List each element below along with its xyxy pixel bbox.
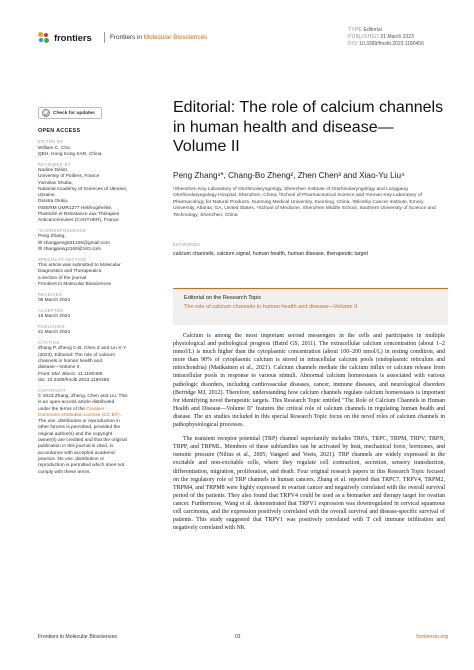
published-date-sidebar: 21 March 2023 xyxy=(38,330,70,336)
specialty-section: This article was submitted to Molecular Diagnostics and Therapeutics, a section of the journal Frontiers in Molecular Biosciences xyxy=(38,263,121,288)
page-number: 01 xyxy=(235,634,241,640)
journal-name[interactable]: Frontiers in Molecular Biosciences xyxy=(110,34,208,41)
received-label: RECEIVED xyxy=(38,291,63,297)
keywords: calcium channels, calcium signal, human health, human disease, therapeutic target xyxy=(173,251,368,257)
article-title: Editorial: The role of calcium channels in human health and disease—Volume II xyxy=(173,99,444,155)
edited-by: William C. Cho, QEH, Hong Kong SAR, China xyxy=(38,145,102,157)
copyright-label: COPYRIGHT xyxy=(38,387,66,393)
article-sidebar xyxy=(38,128,158,476)
cc-by-license-link[interactable]: Creative Commons Attribution License (CC BY) xyxy=(38,406,120,418)
article-meta: TYPE Editorial PUBLISHED 21 March 2023 DOI 10.3389/fmolb.2023.1180456 xyxy=(348,27,424,47)
affiliations: ¹Shenzhen Key Laboratory of Otorhinolaryngology, Shenzhen Institute of Otorhinolaryngology and Longgang Otorhinolaryngology Hospital, Shenzhen, China, ²School of Pharmaceutical Science and Yunnan Key Laboratory of Pharmacology for Natural Products, Kunming Medical University, Kunming, China, ³Winship Cancer Institute, Emory University, Atlanta, GA, United States, ⁴School of Medicine, Shenzhen Middle School, Southern University of Science and Technology, Shenzhen, China xyxy=(173,187,436,218)
body-paragraph: Calcium is among the most important second messengers in the cells and participates in multiple physiological and pathological progress (Baird GS, 2011). The extracellular calcium concentration (about 1–2 mmol/L) is much higher than the cytoplasmic concentration (about 100–200 nmol/L) in resting condition, and more than 90% of cytoplasmic calcium is stored in intracellular calcium pools (endoplasmic reticulum and mitochondria) (Matikainen et al., 2021). Calcium channels mediate the calcium influx or calcium release from intracellular pools in response to various stimuli. Abnormal calcium homeostasis is associated with various pathologic disorders, including cardiovascular diseases, cancer, immune diseases, and neurological disorders (Berridge MJ, 2012). Therefore, understanding how calcium channels regulate calcium homeostasis is important for identifying novel therapeutic targets. This Research Topic entitled "The Role of Calcium Channels in Human Health and Disease—Volume II" features the critical role of calcium channels in regulating human health and disease. The six studies included in this special Research Topic focus on the novel roles of calcium channels in pathophysiological processes. xyxy=(173,333,445,429)
frontiers-logo-icon xyxy=(38,32,50,44)
research-topic-link[interactable]: The role of calcium channels in human health and disease—Volume II xyxy=(184,304,358,310)
journal-name-highlight: Molecular Biosciences xyxy=(143,34,208,41)
footer-site-link[interactable]: frontiersin.org xyxy=(416,634,448,640)
correspondence-label: *CORRESPONDENCE xyxy=(38,228,87,234)
published-date: 21 March 2023 xyxy=(380,34,414,40)
keywords-label: KEYWORDS xyxy=(173,242,201,247)
received-date: 06 March 2023 xyxy=(38,298,70,304)
body-paragraph: The transient receptor potential (TRP) channel superfamily includes TRPA, TRPC, TRPM, TRPV, TRPN, TRPP, and TRPML. Members of these subfamilies can be activated by heat, mechanical force, hormones, and osmotic pressure (Nilius et al., 2005; Vangeel and Voets, 2021). TRP channels are widely expressed in the excitable and non-excitable cells, where they regulate cell contraction, secretion, sensory transduction, differentiation, migration, proliferation, and death. Four original research papers in this Research Topic focused on the regulatory role of TRP channels in human cancers. Zhang et al. reported that TRPC7, TRPV4, TRPM2, TRPM4, and TRPM8 were highly expressed in ovarian cancer and negatively correlated with the overall survival period of the patients. They also found that TRPV4 could be used as a biomarker and therapy target for ovarian cancer. Furthermore, Wang et al. demonstrated that TRPV1 expression was downregulated in cervical squamous cell carcinoma, and the expression positively correlated with the overall survival and disease-specific survival of patients. This study suggested that TRPV1 was positively correlated with T cell immune infiltration and negatively correlated with NK xyxy=(173,436,445,532)
citation-label: CITATION xyxy=(38,340,60,346)
header-divider xyxy=(104,32,105,43)
open-access-label: OPEN ACCESS xyxy=(38,128,81,134)
article-type: Editorial xyxy=(363,27,382,33)
reviewed-by-label: REVIEWED BY xyxy=(38,161,71,167)
copyright: © 2023 Zhang, Zheng, Chen and Liu. This is an open-access article distributed under the terms of the Creative Commons Attribution License (CC BY). The use, distribution or reproduction in other forums is permitted, provided the original author(s) and the copyright owner(s) are credited and that the original publication in this journal is cited, in accordance with accepted academic practice. No use, distribution or reproduction is permitted which does not comply with these terms. xyxy=(38,393,128,475)
citation: Zhang P, Zheng C-B, Chen Z and Liu X-Y (2023), Editorial: The role of calcium channels in human health and disease—Volume II. Front. Mol. Biosci. 11:1180456. doi: 10.3389/fmolb.2023.1180456 xyxy=(38,346,127,383)
authors: Peng Zhang¹*, Chang-Bo Zheng², Zhen Chen³ and Xiao-Yu Liu⁴ xyxy=(173,171,405,180)
page-header xyxy=(38,27,448,52)
correspondence[interactable]: Peng Zhang, ✉ zhangpeng831226@gmail.com ✉ zhangpeng2160@163.com xyxy=(38,234,110,253)
logo-text: frontiers xyxy=(54,32,92,44)
research-topic-heading: Editorial on the Research Topic xyxy=(184,295,262,301)
reviewed-by: Nadine Déliot, University of Poitiers, France Yaroslav Shuba, National Academy of Sciences of Ukraine, Ukraine Dimitra Gkika, INSERM UMR1277 Hétérogénéité, Plasticité et Résistance aux Thérapies Anticancéreuses (CANTHER), France xyxy=(38,167,128,224)
research-topic-box xyxy=(173,288,448,325)
accepted-label: ACCEPTED xyxy=(38,307,64,313)
page-footer xyxy=(38,634,448,644)
edited-by-label: EDITED BY xyxy=(38,139,64,145)
footer-journal: Frontiers in Molecular Biosciences xyxy=(38,634,117,640)
specialty-section-label: SPECIALTY SECTION xyxy=(38,256,87,262)
frontiers-logo[interactable] xyxy=(38,32,92,44)
published-label: PUBLISHED xyxy=(38,324,65,330)
article-body xyxy=(173,332,445,532)
doi[interactable]: 10.3389/fmolb.2023.1180456 xyxy=(359,41,424,47)
check-updates-icon xyxy=(42,109,50,117)
accepted-date: 16 March 2023 xyxy=(38,314,70,320)
check-for-updates-button[interactable]: Check for updates xyxy=(38,107,102,119)
